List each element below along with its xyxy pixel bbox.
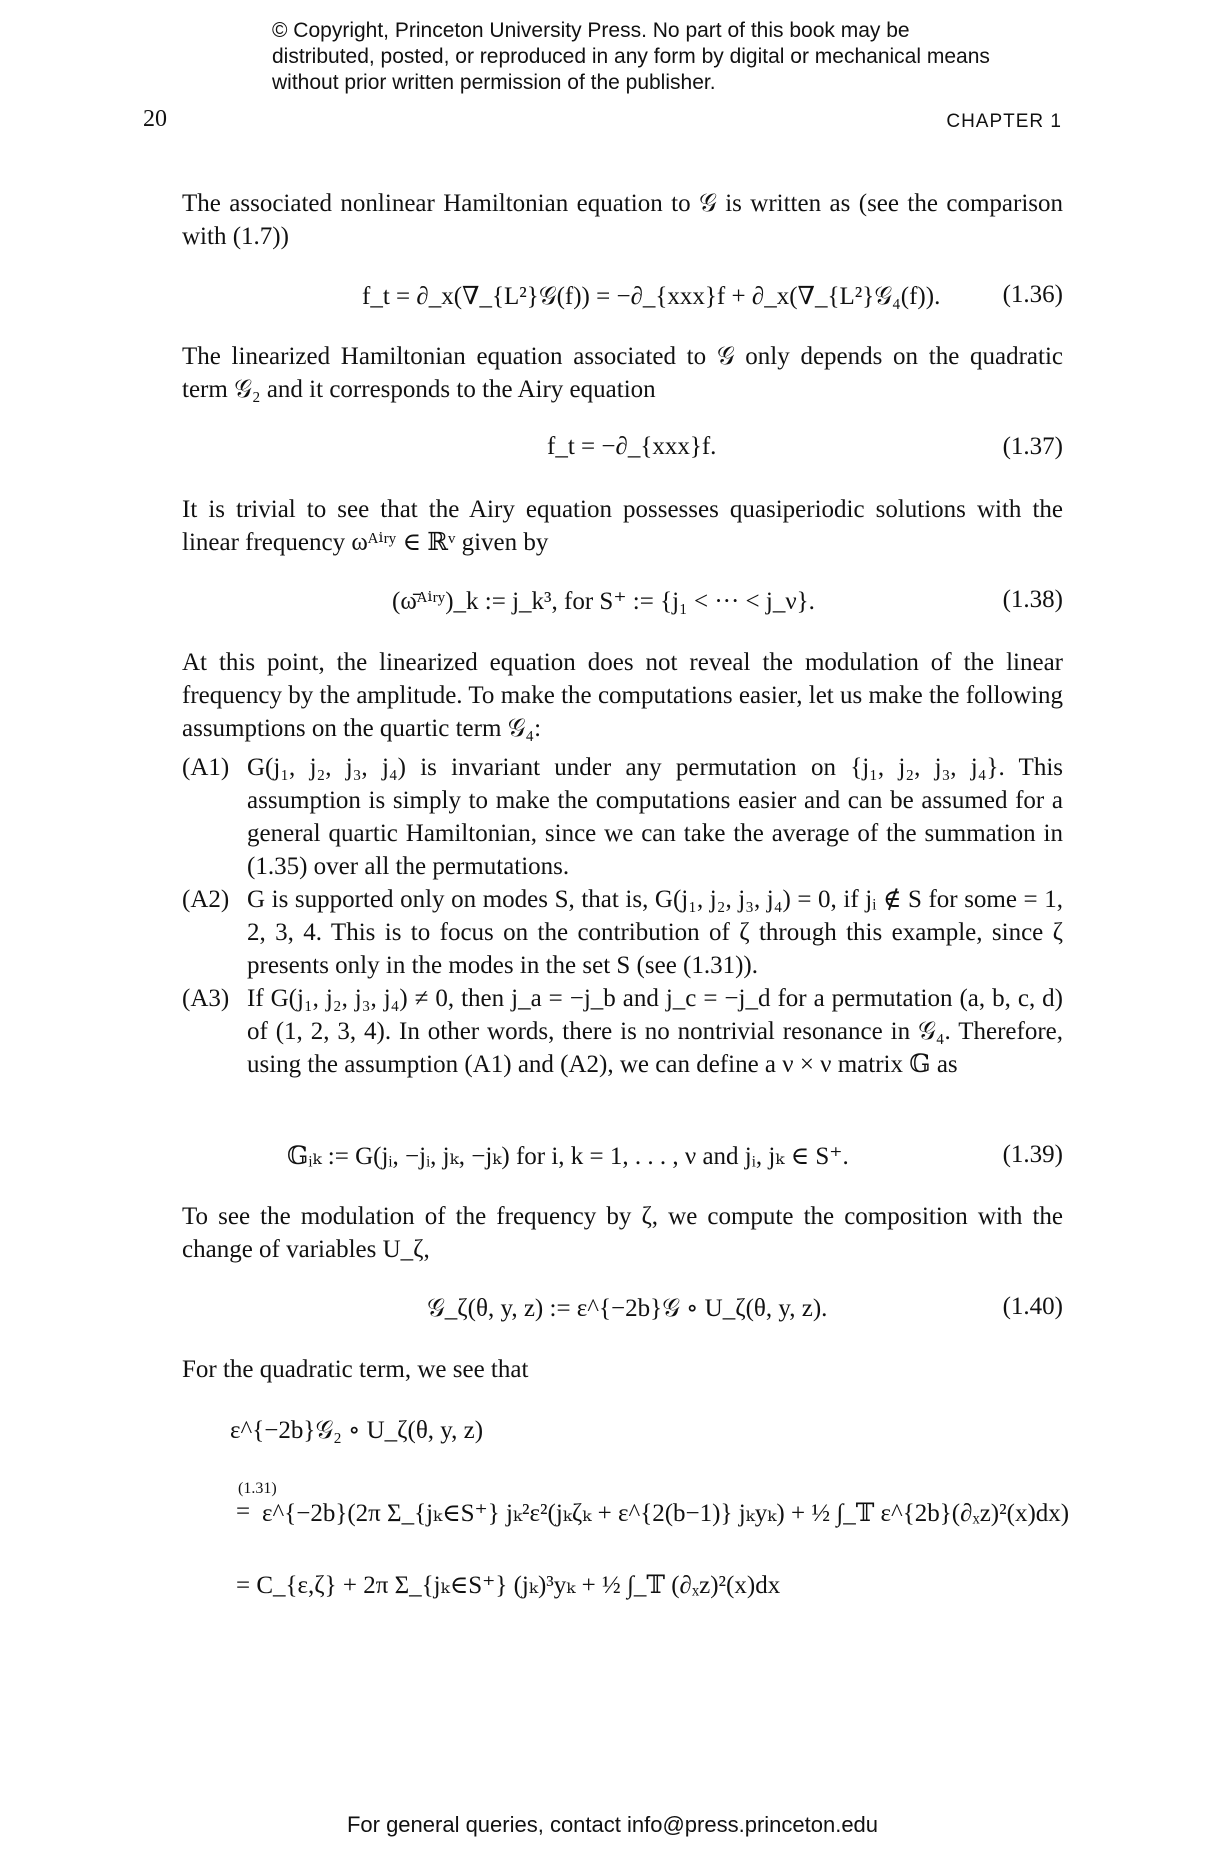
equation-body: f_t = −∂_{xxx}f. [547, 433, 717, 460]
derivation-line-2: ε^{−2b}(2π Σ_{jₖ∈S⁺} jₖ²ε²(jₖζₖ + ε^{2(b−1)} jₖyₖ) + ½ ∫_𝕋 ε^{2b}(∂ₓz)²(x)dx) [262, 1500, 1070, 1527]
derivation-line-3: = C_{ε,ζ} + 2π Σ_{jₖ∈S⁺} (jₖ)³yₖ + ½ ∫_𝕋 (∂ₓz)²(x)dx [236, 1572, 781, 1599]
equation-1-39 [182, 1141, 1063, 1175]
derivation-equals: = [236, 1498, 251, 1525]
derivation-reference: (1.31) [238, 1480, 277, 1497]
paragraph-6: For the quadratic term, we see that [182, 1356, 529, 1383]
assumption-text: G is supported only on modes S, that is, G(j₁, j₂, j₃, j₄) = 0, if jᵢ ∉ S for some = 1, 2, 3, 4. This is to focus on the contribution of ζ through this example, since ζ presents only in the modes in the set S (see (1.31)). [247, 886, 1063, 979]
paragraph-3: It is trivial to see that the Airy equation possesses quasiperiodic solutions with the linear frequency ωᴬⁱʳʸ ∈ ℝᵛ given by [182, 496, 1063, 556]
equation-number: (1.38) [1002, 586, 1063, 613]
equation-number: (1.37) [1002, 433, 1063, 460]
footer-contact: For general queries, contact info@press.princeton.edu [346, 1812, 879, 1837]
equation-number: (1.36) [1002, 281, 1063, 308]
equation-body: f_t = ∂_x(∇_{L²}𝒢(f)) = −∂_{xxx}f + ∂_x(∇_{L²}𝒢₄(f)). [362, 283, 941, 310]
copyright-notice: © Copyright, Princeton University Press. No part of this book may be distributed, posted, or reproduced in any form by digital or mechanical means without prior written permission of the publisher. [272, 19, 990, 94]
paragraph-2: The linearized Hamiltonian equation associated to 𝒢 only depends on the quadratic term 𝒢₂ and it corresponds to the Airy equation [182, 343, 1063, 403]
equation-body: 𝔾ᵢₖ := G(jᵢ, −jᵢ, jₖ, −jₖ) for i, k = 1, . . . , ν and jᵢ, jₖ ∈ S⁺. [287, 1143, 849, 1170]
equation-1-37 [182, 433, 1063, 467]
assumption-text: If G(j₁, j₂, j₃, j₄) ≠ 0, then j_a = −j_b and j_c = −j_d for a permutation (a, b, c, d) of (1, 2, 3, 4). In other words, there is no nontrivial resonance in 𝒢₄. Therefore, using the assumption (A1) and (A2), we can define a ν × ν matrix 𝔾 as [247, 985, 1063, 1078]
equation-number: (1.40) [1002, 1293, 1063, 1320]
assumption-a3 [182, 982, 1063, 1081]
paragraph-5: To see the modulation of the frequency by ζ, we compute the composition with the change of variables U_ζ, [182, 1203, 1063, 1263]
assumption-label: (A1) [182, 754, 230, 781]
assumption-a2 [182, 883, 1063, 982]
paragraph-4: At this point, the linearized equation does not reveal the modulation of the linear frequency by the amplitude. To make the computations easier, let us make the following assumptions on the quartic term 𝒢₄: [182, 649, 1063, 742]
assumption-label: (A3) [182, 985, 230, 1012]
assumptions-list [182, 751, 1063, 1081]
running-head: CHAPTER 1 [946, 111, 1062, 132]
derivation-line-1: ε^{−2b}𝒢₂ ∘ U_ζ(θ, y, z) [230, 1417, 484, 1444]
equation-body: (ω̄ᴬⁱʳʸ)_k := j_k³, for S⁺ := {j₁ < ··· < j_ν}. [392, 588, 815, 615]
equation-number: (1.39) [1002, 1141, 1063, 1168]
paragraph-1: The associated nonlinear Hamiltonian equation to 𝒢 is written as (see the comparison with (1.7)) [182, 190, 1063, 250]
page-number: 20 [143, 106, 167, 132]
assumption-label: (A2) [182, 886, 230, 913]
equation-1-36 [182, 281, 1063, 315]
assumption-a1 [182, 751, 1063, 883]
equation-1-38 [182, 586, 1063, 620]
equation-body: 𝒢_ζ(θ, y, z) := ε^{−2b}𝒢 ∘ U_ζ(θ, y, z). [427, 1295, 828, 1322]
equation-1-40 [182, 1293, 1063, 1327]
assumption-text: G(j₁, j₂, j₃, j₄) is invariant under any permutation on {j₁, j₂, j₃, j₄}. This assumption is simply to make the computations easier and can be assumed for a general quartic Hamiltonian, since we can take the average of the summation in (1.35) over all the permutations. [247, 754, 1063, 880]
